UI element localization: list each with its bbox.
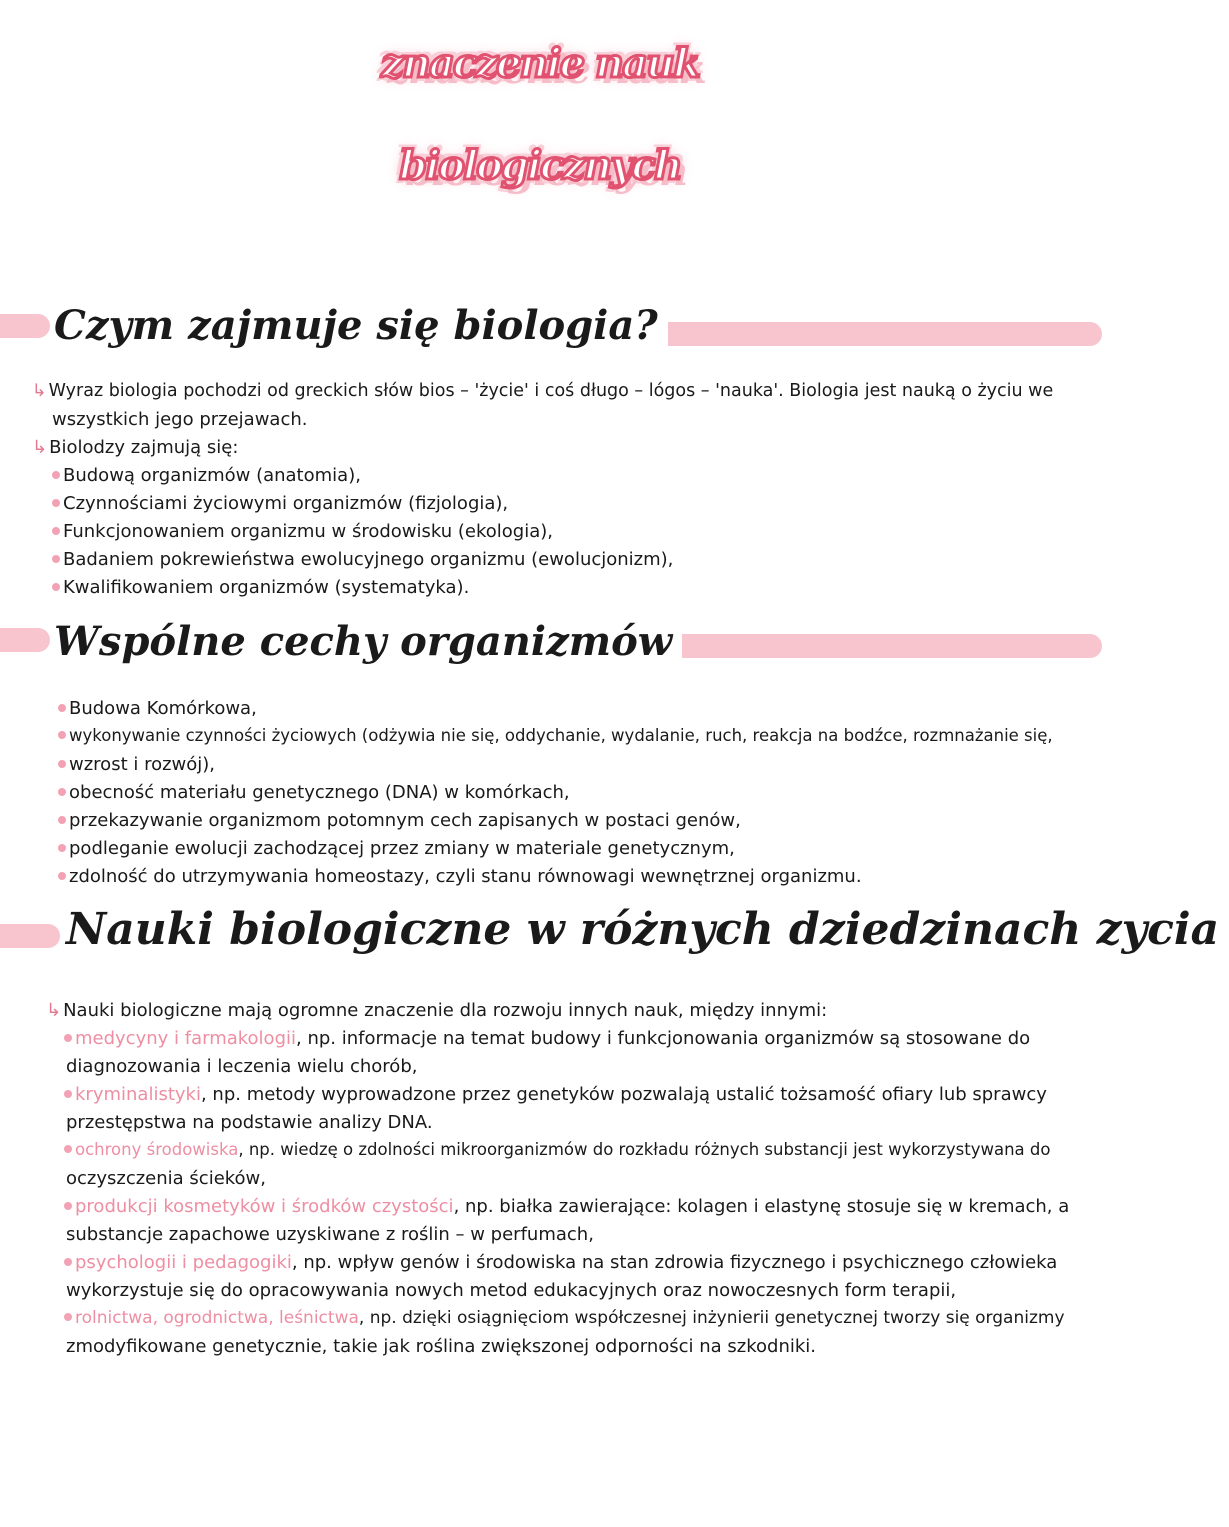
arrow-icon: ↳: [32, 381, 47, 401]
bullet-icon: [52, 499, 60, 507]
bullet-icon: [64, 1034, 72, 1042]
page-title-line-1: znaczenie nauk: [381, 40, 699, 87]
list-item: ochrony środowiska, np. wiedzę o zdolności mikroorganizmów do rozkładu różnych substancji jest wykorzystywana do: [64, 1142, 1050, 1159]
bullet-icon: [52, 527, 60, 535]
bullet-icon: [58, 760, 66, 768]
bullet-icon: [58, 788, 66, 796]
list-item: rolnictwa, ogrodnictwa, leśnictwa, np. dzięki osiągnięciom współczesnej inżynierii genetycznej tworzy się organizmy: [64, 1310, 1065, 1327]
list-item-continued: przestępstwa na podstawie analizy DNA.: [66, 1112, 433, 1133]
bullet-icon: [64, 1090, 72, 1098]
list-item: medycyny i farmakologii, np. informacje na temat budowy i funkcjonowania organizmów są stosowane do: [64, 1030, 1030, 1048]
heading-band-left: [0, 628, 50, 652]
section-heading-biology: Czym zajmuje się biologia?: [50, 302, 668, 349]
intro-line: ↳ Nauki biologiczne mają ogromne znaczenie dla rozwoju innych nauk, między innymi:: [46, 1000, 828, 1021]
list-item: Kwalifikowaniem organizmów (systematyka).: [52, 579, 469, 597]
list-item-continued: diagnozowania i leczenia wielu chorób,: [66, 1056, 418, 1077]
list-item: obecność materiału genetycznego (DNA) w komórkach,: [58, 784, 570, 802]
list-item: przekazywanie organizmom potomnym cech zapisanych w postaci genów,: [58, 812, 741, 830]
section-heading-applications: Nauki biologiczne w różnych dziedzinach zycia: [62, 904, 1229, 955]
bullet-icon: [52, 471, 60, 479]
bullet-icon: [58, 731, 66, 739]
list-item: kryminalistyki, np. metody wyprowadzone przez genetyków pozwalają ustalić tożsamość ofiary lub sprawcy: [64, 1086, 1047, 1104]
bullet-icon: [52, 555, 60, 563]
list-item-continued: substancje zapachowe uzyskiwane z roślin – w perfumach,: [66, 1224, 594, 1245]
bullet-icon: [64, 1313, 72, 1321]
bullet-icon: [58, 872, 66, 880]
heading-band-left: [0, 924, 60, 948]
list-item: wykonywanie czynności życiowych (odżywia nie się, oddychanie, wydalanie, ruch, reakcja na bodźce, rozmnażanie się,: [58, 728, 1053, 745]
list-item: podleganie ewolucji zachodzącej przez zmiany w materiale genetycznym,: [58, 840, 735, 858]
intro-line: wszystkich jego przejawach.: [52, 409, 308, 430]
intro-line: ↳ Biolodzy zajmują się:: [32, 437, 239, 458]
bullet-icon: [52, 583, 60, 591]
page-title-line-2: biologicznych: [399, 142, 681, 189]
list-item: Czynnościami życiowymi organizmów (fizjologia),: [52, 495, 508, 513]
heading-band-left: [0, 314, 50, 338]
list-item: Budowa Komórkowa,: [58, 700, 257, 718]
arrow-icon: ↳: [32, 437, 48, 458]
list-item: zdolność do utrzymywania homeostazy, czyli stanu równowagi wewnętrznej organizmu.: [58, 868, 862, 886]
list-item-continued: zmodyfikowane genetycznie, takie jak roślina zwiększonej odporności na szkodniki.: [66, 1336, 817, 1357]
section-heading-common-traits: Wspólne cechy organizmów: [50, 618, 682, 665]
list-item: produkcji kosmetyków i środków czystości, np. białka zawierające: kolagen i elastynę stosuje się w kremach, a: [64, 1198, 1069, 1216]
list-item: wzrost i rozwój),: [58, 756, 215, 774]
bullet-icon: [64, 1258, 72, 1266]
list-item-continued: wykorzystuje się do opracowywania nowych metod edukacyjnych oraz nowoczesnych form terapii,: [66, 1280, 957, 1301]
bullet-icon: [64, 1202, 72, 1210]
bullet-icon: [64, 1145, 72, 1153]
list-item: Funkcjonowaniem organizmu w środowisku (ekologia),: [52, 523, 553, 541]
list-item: Budową organizmów (anatomia),: [52, 467, 361, 485]
intro-line: ↳ Wyraz biologia pochodzi od greckich słów bios – 'życie' i coś długo – lógos – 'nauka'. Biologia jest nauką o życiu we: [32, 381, 1054, 401]
bullet-icon: [58, 704, 66, 712]
bullet-icon: [58, 816, 66, 824]
bullet-icon: [58, 844, 66, 852]
list-item-continued: oczyszczenia ścieków,: [66, 1168, 267, 1189]
list-item: psychologii i pedagogiki, np. wpływ genów i środowiska na stan zdrowia fizycznego i psychicznego człowieka: [64, 1254, 1057, 1272]
list-item: Badaniem pokrewieństwa ewolucyjnego organizmu (ewolucjonizm),: [52, 551, 673, 569]
arrow-icon: ↳: [46, 1000, 62, 1021]
